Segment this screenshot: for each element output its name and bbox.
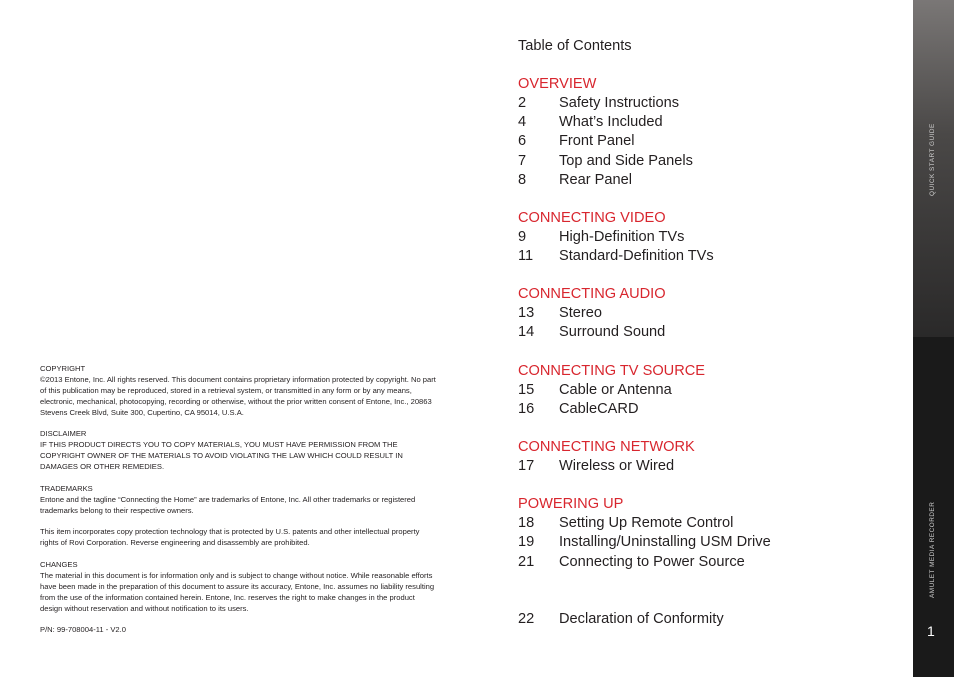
- toc-entry[interactable]: [518, 132, 898, 151]
- toc-entry[interactable]: [518, 533, 898, 552]
- toc-entry-label: Installing/Uninstalling USM Drive: [559, 534, 771, 551]
- toc-entry-label: CableCARD: [559, 400, 639, 417]
- toc-entry-label: Cable or Antenna: [559, 381, 672, 398]
- toc-page-number: 15: [518, 381, 535, 398]
- toc-entry[interactable]: [518, 514, 898, 533]
- toc-entry-label: Surround Sound: [559, 324, 666, 341]
- toc-section-overview: [518, 75, 898, 190]
- toc-entry[interactable]: [518, 247, 898, 266]
- toc-title: Table of Contents: [518, 38, 632, 54]
- disclaimer-heading: DISCLAIMER: [40, 429, 87, 439]
- toc-page-number: 17: [518, 458, 535, 475]
- toc-entry-label: High-Definition TVs: [559, 228, 685, 245]
- toc-entry-label: Setting Up Remote Control: [559, 515, 734, 532]
- toc-entry-label: What’s Included: [559, 114, 663, 131]
- toc-section-heading: CONNECTING AUDIO: [518, 286, 666, 303]
- toc-page-number: 11: [518, 248, 534, 265]
- toc-entry-label: Connecting to Power Source: [559, 553, 745, 570]
- toc-entry[interactable]: [518, 457, 898, 476]
- toc-entry[interactable]: [518, 381, 898, 400]
- toc-entry[interactable]: [518, 323, 898, 342]
- toc-section-connecting-network: [518, 438, 898, 476]
- toc-entry[interactable]: [518, 171, 898, 190]
- copy-protection-text: This item incorporates copy protection technology that is protected by U.S. patents and other intellectual property rights of Rovi Corporation. Reverse engineering and disassembly are prohibited.: [40, 527, 420, 548]
- toc-entry-label: Safety Instructions: [559, 95, 680, 112]
- toc-page-number: 22: [518, 610, 535, 627]
- trademarks-heading: TRADEMARKS: [40, 483, 93, 493]
- toc-entry-label: Wireless or Wired: [559, 458, 675, 475]
- toc-page-number: 4: [518, 114, 527, 131]
- toc-entry-label: Stereo: [559, 305, 602, 322]
- toc-entry-label: Front Panel: [559, 133, 635, 150]
- toc-entry[interactable]: [518, 228, 898, 247]
- toc-entry-label: Declaration of Conformity: [559, 610, 724, 627]
- quick-start-guide-label: QUICK START GUIDE: [929, 123, 936, 196]
- toc-section-connecting-audio: [518, 285, 898, 342]
- toc-entry[interactable]: [518, 94, 898, 113]
- toc-section-heading: CONNECTING VIDEO: [518, 209, 666, 226]
- toc-page-number: 18: [518, 515, 535, 532]
- toc-section-heading: CONNECTING NETWORK: [518, 438, 695, 455]
- toc-section-connecting-video: [518, 209, 898, 266]
- page-number: 1: [927, 623, 935, 639]
- toc-page-number: 13: [518, 305, 535, 322]
- toc-entry[interactable]: [518, 152, 898, 171]
- changes-heading: CHANGES: [40, 559, 78, 569]
- toc-page-number: 2: [518, 95, 527, 112]
- toc-entry[interactable]: [518, 113, 898, 132]
- toc-section-connecting-tv-source: [518, 362, 898, 419]
- toc-section-powering-up: [518, 495, 898, 571]
- toc-page-number: 21: [518, 553, 535, 570]
- toc-page-number: 19: [518, 534, 535, 551]
- toc-entry-label: Top and Side Panels: [559, 152, 693, 169]
- toc-entry-label: Standard-Definition TVs: [559, 248, 714, 265]
- toc-page-number: 9: [518, 228, 527, 245]
- toc-page-number: 14: [518, 324, 535, 341]
- legal-notice: [40, 364, 436, 636]
- toc-entry-declaration[interactable]: [518, 610, 898, 629]
- toc-entry[interactable]: [518, 553, 898, 572]
- product-name-label: AMULET MEDIA RECORDER: [929, 501, 936, 598]
- toc-section-heading: POWERING UP: [518, 496, 624, 513]
- table-of-contents: [518, 37, 898, 629]
- part-number: P/N: 99-708004-11 - V2.0: [40, 625, 126, 635]
- toc-page-number: 7: [518, 152, 527, 169]
- disclaimer-section: [40, 429, 436, 473]
- copyright-text: ©2013 Entone, Inc. All rights reserved. This document contains proprietary information protected by copyright. No part of this publication may be reproduced, stored in a retrieval system, or transmitted in any form or by any means, electronic, mechanical, photocopying, recording or otherwise, without the prior written consent of Entone, Inc., 20863 Stevens Creek Blvd, Suite 300, Cupertino, CA 95014, U.S.A.: [40, 374, 436, 417]
- changes-text: The material in this document is for information only and is subject to change without notice. While reasonable efforts have been made in the preparation of this document to assure its accuracy, Entone, Inc. assumes no liability resulting from the use of the information contained herein. Entone, Inc. reserves the right to make changes in the product design without reservation and without notification to its users.: [40, 570, 435, 613]
- toc-entry[interactable]: [518, 400, 898, 419]
- toc-entry[interactable]: [518, 304, 898, 323]
- copyright-section: [40, 364, 436, 419]
- toc-section-heading: CONNECTING TV SOURCE: [518, 362, 706, 379]
- trademarks-section: [40, 484, 436, 549]
- disclaimer-text: IF THIS PRODUCT DIRECTS YOU TO COPY MATERIALS, YOU MUST HAVE PERMISSION FROM THE COPYRIGHT OWNER OF THE MATERIALS TO AVOID VIOLATING THE LAW WHICH COULD RESULT IN DAMAGES OR OTHER REMEDIES.: [40, 440, 403, 472]
- toc-page-number: 8: [518, 171, 527, 188]
- toc-section-heading: OVERVIEW: [518, 76, 597, 93]
- trademarks-text: Entone and the tagline “Connecting the Home” are trademarks of Entone, Inc. All other trademarks or registered trademarks belong to their respective owners.: [40, 494, 416, 515]
- toc-page-number: 16: [518, 400, 535, 417]
- toc-page-number: 6: [518, 133, 527, 150]
- changes-section: [40, 560, 436, 615]
- copyright-heading: COPYRIGHT: [40, 364, 86, 373]
- toc-entry-label: Rear Panel: [559, 171, 633, 188]
